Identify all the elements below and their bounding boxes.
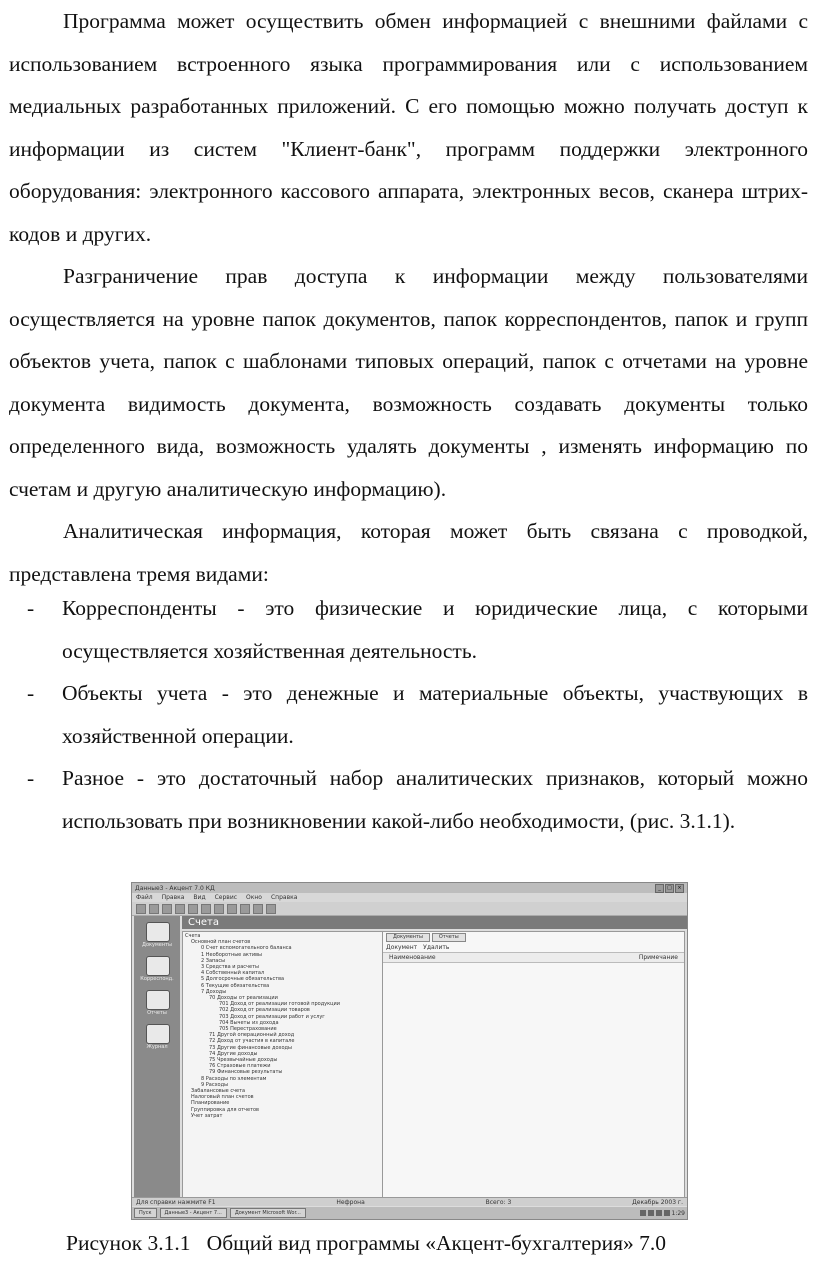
bullet-text: Корреспонденты - это физические и юридические лица, с которыми осуществляется хозяйственная деятельность. bbox=[62, 596, 808, 663]
nav-label: Корреспонд. bbox=[140, 976, 174, 982]
column-name[interactable]: Наименование bbox=[389, 954, 436, 961]
status-bar bbox=[132, 1197, 687, 1206]
menu-item[interactable]: Файл bbox=[136, 894, 153, 901]
paragraph-2 bbox=[9, 255, 808, 510]
filter-icon[interactable] bbox=[240, 904, 250, 914]
tree-item[interactable]: 705 Перестрахование bbox=[219, 1026, 277, 1033]
copy-icon[interactable] bbox=[201, 904, 211, 914]
menubar bbox=[132, 893, 687, 902]
tree-item[interactable]: Группировка для отчетов bbox=[191, 1106, 259, 1113]
menu-item[interactable]: Вид bbox=[193, 894, 206, 901]
tab-bar bbox=[383, 932, 684, 943]
tray-icon[interactable] bbox=[656, 1210, 662, 1216]
bullet-marker: - bbox=[27, 596, 35, 620]
paste-icon[interactable] bbox=[214, 904, 224, 914]
figure-caption: Рисунок 3.1.1 Общий вид программы «Акцент-бухгалтерия» 7.0 bbox=[66, 1231, 667, 1255]
tree-item[interactable]: Забалансовые счета bbox=[191, 1088, 246, 1095]
table-header bbox=[383, 953, 684, 963]
help-icon[interactable] bbox=[266, 904, 276, 914]
tree-item[interactable]: 71 Другой операционный доход bbox=[209, 1032, 295, 1039]
tree-item[interactable]: 703 Доход от реализации работ и услуг bbox=[219, 1013, 325, 1020]
find-icon[interactable] bbox=[227, 904, 237, 914]
maximize-icon[interactable]: □ bbox=[665, 884, 674, 893]
taskbar-item[interactable]: Документ Microsoft Wor... bbox=[230, 1208, 306, 1218]
tab-documents[interactable]: Документы bbox=[386, 933, 430, 942]
tray-icon[interactable] bbox=[640, 1210, 646, 1216]
tree-item[interactable]: 0 Счет вспомогательного баланса bbox=[201, 945, 292, 952]
tree-item[interactable]: 702 Доход от реализации товаров bbox=[219, 1007, 310, 1014]
status-date: Декабрь 2003 г. bbox=[632, 1198, 683, 1206]
os-taskbar bbox=[132, 1207, 687, 1219]
paragraph-1 bbox=[9, 0, 808, 255]
menu-item[interactable]: Сервис bbox=[214, 894, 238, 901]
menu-item[interactable]: Окно bbox=[246, 894, 262, 901]
status-mode: Нефрона bbox=[336, 1198, 365, 1206]
status-count: Всего: 3 bbox=[485, 1198, 512, 1206]
tree-item[interactable]: 6 Текущие обязательства bbox=[201, 982, 270, 989]
paragraph-text: Аналитическая информация, которая может быть связана с проводкой, представлена тремя видами: bbox=[9, 519, 808, 586]
paragraph-text: Разграничение прав доступа к информации между пользователями осуществляется на уровне папок документов, папок корреспондентов, папок и групп объектов учета, папок с шаблонами типовых операций, папок с отчетами на уровне документа видимость документа, возможность создавать документы только определенного вида, возможность удалять документы , изменять информацию по счетам и другую аналитическую информацию). bbox=[9, 264, 808, 501]
bullet-item bbox=[9, 757, 808, 842]
paragraph-3 bbox=[9, 510, 808, 595]
new-icon[interactable] bbox=[136, 904, 146, 914]
tree-item[interactable]: 73 Другие финансовые доходы bbox=[209, 1044, 292, 1051]
tree-item[interactable]: 74 Другие доходы bbox=[209, 1050, 258, 1057]
menu-item[interactable]: Справка bbox=[270, 894, 298, 901]
bullet-item bbox=[9, 587, 808, 672]
minimize-icon[interactable]: _ bbox=[655, 884, 664, 893]
accounts-tree bbox=[182, 931, 384, 1201]
tree-item[interactable]: 5 Долгосрочные обязательства bbox=[201, 976, 285, 983]
tree-item[interactable]: 70 Доходы от реализации bbox=[209, 995, 278, 1002]
bullet-text: Объекты учета - это денежные и материальные объекты, участвующих в хозяйственной операции. bbox=[62, 681, 808, 748]
reports-icon[interactable] bbox=[146, 990, 170, 1010]
tree-item[interactable]: 76 Страховые платежи bbox=[209, 1063, 271, 1070]
documents-icon[interactable] bbox=[146, 922, 170, 942]
tree-item[interactable]: 3 Средства и расчеты bbox=[201, 964, 259, 971]
document-button[interactable]: Документ bbox=[386, 944, 418, 951]
tree-item[interactable]: 9 Расходы bbox=[201, 1081, 229, 1088]
tree-item[interactable]: 2 Запасы bbox=[201, 957, 226, 964]
bullet-item bbox=[9, 672, 808, 757]
nav-label: Журнал bbox=[146, 1044, 168, 1050]
tree-item[interactable]: 701 Доход от реализации готовой продукции bbox=[219, 1001, 341, 1008]
paragraph-text: Программа может осуществить обмен информацией с внешними файлами с использованием встроенного языка программирования или с использованием медиальных разработанных приложений. С его помощью можно получать доступ к информации из систем "Клиент-банк", программ поддержки электронного оборудования: электронного кассового аппарата, электронных весов, сканера штрих-кодов и других. bbox=[9, 9, 808, 246]
program-screenshot bbox=[131, 882, 688, 1220]
tree-item[interactable]: Основной план счетов bbox=[191, 939, 251, 946]
tree-item[interactable]: 4 Собственный капитал bbox=[201, 970, 265, 977]
bullet-list bbox=[9, 587, 808, 842]
bullet-marker: - bbox=[27, 766, 35, 790]
delete-button[interactable]: Удалить bbox=[423, 944, 450, 951]
cut-icon[interactable] bbox=[188, 904, 198, 914]
tree-item[interactable]: Учет затрат bbox=[191, 1112, 223, 1119]
open-icon[interactable] bbox=[149, 904, 159, 914]
details-panel bbox=[382, 931, 685, 1199]
status-hint: Для справки нажмите F1 bbox=[136, 1198, 216, 1206]
window-titlebar bbox=[132, 883, 687, 893]
system-tray bbox=[640, 1210, 685, 1217]
tree-item[interactable]: 704 Вычеты из дохода bbox=[219, 1019, 279, 1026]
tree-item[interactable]: Счета bbox=[185, 933, 201, 939]
clock: 1:29 bbox=[671, 1209, 685, 1217]
tree-item[interactable]: 8 Расходы по элементам bbox=[201, 1075, 267, 1082]
calc-icon[interactable] bbox=[253, 904, 263, 914]
correspondents-icon[interactable] bbox=[146, 956, 170, 976]
save-icon[interactable] bbox=[162, 904, 172, 914]
tree-item[interactable]: 7 Доходы bbox=[201, 988, 227, 995]
start-button[interactable]: Пуск bbox=[134, 1208, 157, 1218]
column-note[interactable]: Примечание bbox=[638, 954, 678, 961]
journal-icon[interactable] bbox=[146, 1024, 170, 1044]
toolbar bbox=[132, 902, 687, 916]
bullet-marker: - bbox=[27, 681, 35, 705]
tree-item[interactable]: Налоговый план счетов bbox=[191, 1094, 254, 1101]
tab-reports[interactable]: Отчеты bbox=[432, 933, 466, 942]
navigation-panel bbox=[134, 916, 180, 1198]
tree-item[interactable]: Планирование bbox=[191, 1100, 230, 1107]
tree-item[interactable]: 1 Необоротные активы bbox=[201, 951, 262, 958]
close-icon[interactable]: × bbox=[675, 884, 684, 893]
menu-item[interactable]: Правка bbox=[161, 894, 185, 901]
tree-item[interactable]: 75 Чрезвычайные доходы bbox=[209, 1057, 278, 1064]
panel-toolbar bbox=[383, 943, 684, 953]
bullet-text: Разное - это достаточный набор аналитических признаков, который можно использовать при возникновении какой-либо необходимости, (рис. 3.1.1). bbox=[62, 766, 808, 833]
nav-label: Документы bbox=[142, 942, 172, 948]
taskbar-item[interactable]: Данные3 - Акцент 7... bbox=[160, 1208, 227, 1218]
tray-icon[interactable] bbox=[664, 1210, 670, 1216]
tree-item[interactable]: 79 Финансовые результаты bbox=[209, 1069, 283, 1076]
window-title: Данные3 - Акцент 7.0 КД bbox=[135, 884, 215, 892]
nav-label: Отчеты bbox=[147, 1010, 167, 1016]
print-icon[interactable] bbox=[175, 904, 185, 914]
section-header: Счета bbox=[182, 916, 688, 929]
tree-item[interactable]: 72 Доход от участия в капитале bbox=[209, 1038, 295, 1045]
tray-icon[interactable] bbox=[648, 1210, 654, 1216]
